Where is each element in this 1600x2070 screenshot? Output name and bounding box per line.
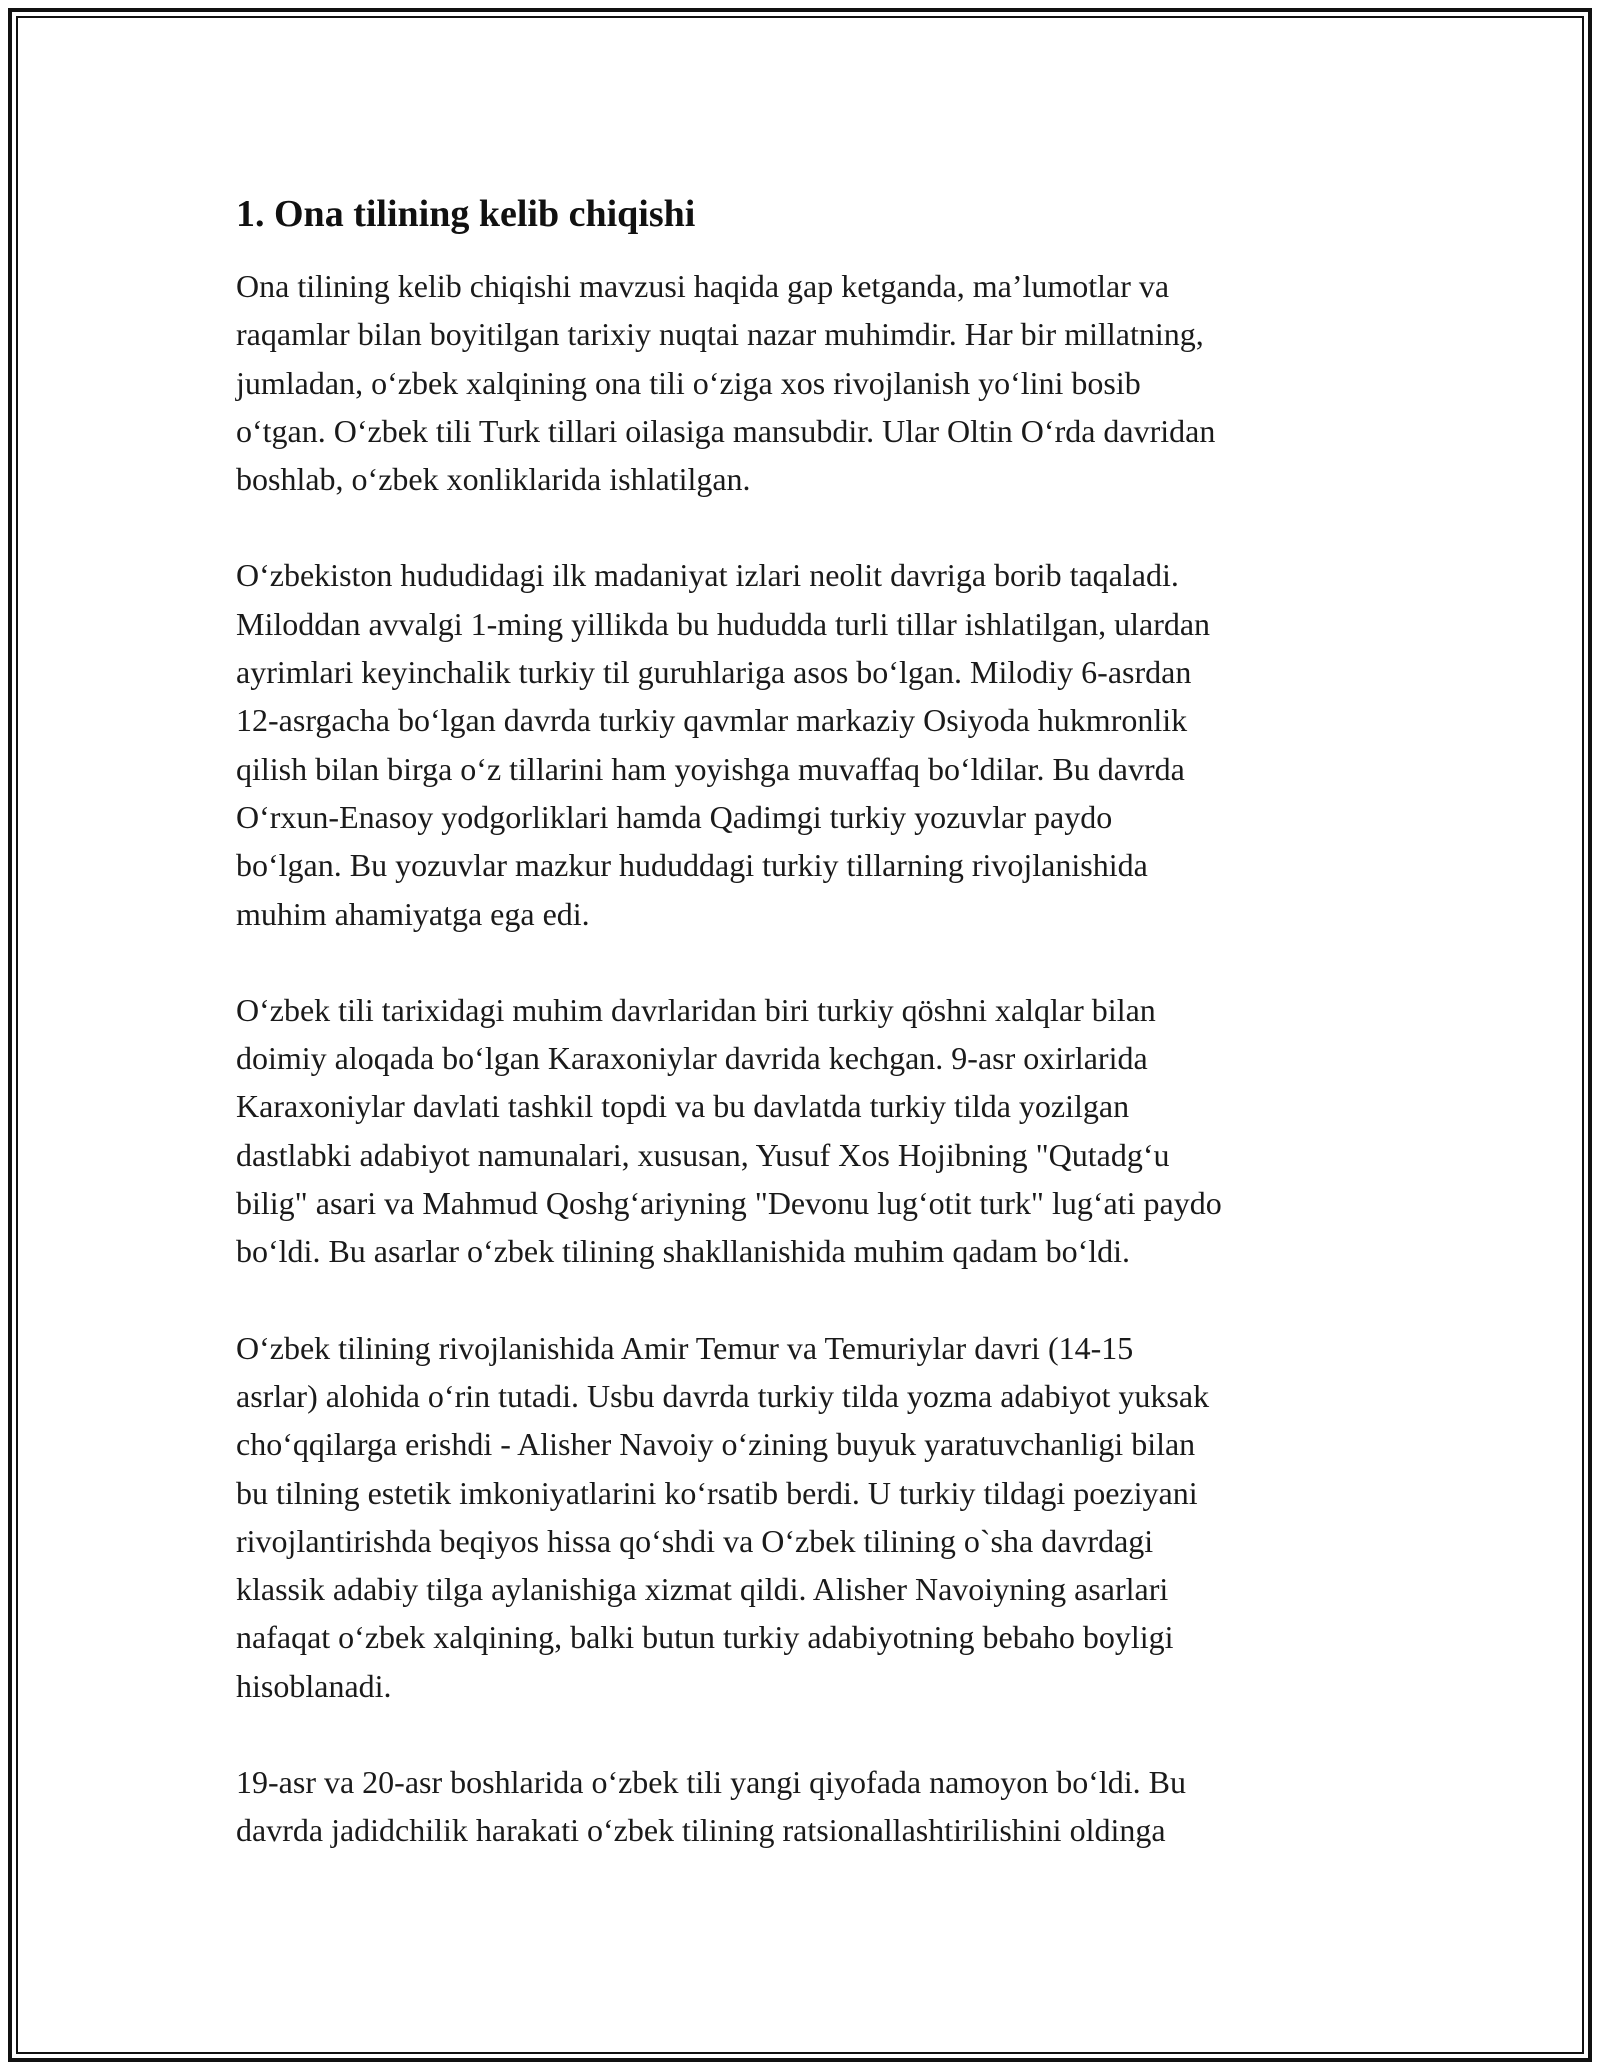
text-line: jumladan, o‘zbek xalqining ona tili o‘ziga xos rivojlanish yo‘lini bosib (236, 364, 1141, 401)
document-body (236, 186, 1376, 1903)
text-line: doimiy aloqada bo‘lgan Karaxoniylar davrida kechgan. 9-asr oxirlarida (236, 1040, 1148, 1077)
paragraph-5 (236, 1758, 1376, 1855)
text-line: 12-asrgacha bo‘lgan davrda turkiy qavmlar markaziy Osiyoda hukmronlik (236, 702, 1188, 739)
text-line: O‘zbek tilining rivojlanishida Amir Temur va Temuriylar davri (14-15 (236, 1329, 1134, 1366)
text-line: bu tilning estetik imkoniyatlarini ko‘rsatib berdi. U turkiy tildagi poeziyani (236, 1474, 1198, 1511)
text-line: 19-asr va 20-asr boshlarida o‘zbek tili yangi qiyofada namoyon bo‘ldi. Bu (236, 1764, 1186, 1801)
text-line: ayrimlari keyinchalik turkiy til guruhlariga asos bo‘lgan. Milodiy 6-asrdan (236, 654, 1192, 691)
text-line: nafaqat o‘zbek xalqining, balki butun turkiy adabiyotning bebaho boyligi (236, 1619, 1174, 1656)
text-line: O‘rxun-Enasoy yodgorliklari hamda Qadimgi turkiy yozuvlar paydo (236, 798, 1113, 835)
section-heading: 1. Ona tilining kelib chiqishi (236, 193, 696, 235)
text-line: bo‘lgan. Bu yozuvlar mazkur hududdagi turkiy tillarning rivojlanishida (236, 847, 1148, 884)
text-line: dastlabki adabiyot namunalari, xususan, Yusuf Xos Hojibning "Qutadg‘u (236, 1136, 1170, 1173)
text-line: o‘tgan. O‘zbek tili Turk tillari oilasiga mansubdir. Ular Oltin O‘rda davridan (236, 412, 1216, 449)
text-line: bilig" asari va Mahmud Qoshg‘ariyning "Devonu lug‘otit turk" lug‘ati paydo (236, 1185, 1222, 1222)
text-line: klassik adabiy tilga aylanishiga xizmat qildi. Alisher Navoiyning asarlari (236, 1571, 1169, 1608)
text-line: O‘zbekiston hududidagi ilk madaniyat izlari neolit davriga borib taqaladi. (236, 557, 1179, 594)
text-line: muhim ahamiyatga ega edi. (236, 895, 590, 932)
text-line: Karaxoniylar davlati tashkil topdi va bu davlatda turkiy tilda yozilgan (236, 1088, 1130, 1125)
text-line: asrlar) alohida o‘rin tutadi. Usbu davrda turkiy tilda yozma adabiyot yuksak (236, 1377, 1210, 1414)
text-line: qilish bilan birga o‘z tillarini ham yoyishga muvaffaq bo‘ldilar. Bu davrda (236, 750, 1185, 787)
paragraph-2 (236, 551, 1376, 937)
text-line: raqamlar bilan boyitilgan tarixiy nuqtai nazar muhimdir. Har bir millatning, (236, 316, 1204, 353)
text-line: Miloddan avvalgi 1-ming yillikda bu hududda turli tillar ishlatilgan, ulardan (236, 605, 1211, 642)
text-line: bo‘ldi. Bu asarlar o‘zbek tilining shakllanishida muhim qadam bo‘ldi. (236, 1233, 1131, 1270)
text-line: O‘zbek tili tarixidagi muhim davrlaridan biri turkiy qöshni xalqlar bilan (236, 991, 1156, 1028)
text-line: hisoblanadi. (236, 1667, 392, 1704)
text-line: boshlab, o‘zbek xonliklarida ishlatilgan. (236, 461, 751, 498)
text-line: cho‘qqilarga erishdi - Alisher Navoiy o‘zining buyuk yaratuvchanligi bilan (236, 1426, 1196, 1463)
text-line: Ona tilining kelib chiqishi mavzusi haqida gap ketganda, ma’lumotlar va (236, 268, 1170, 304)
paragraph-3 (236, 986, 1376, 1276)
text-line: rivojlantirishda beqiyos hissa qo‘shdi va O‘zbek tilining o`sha davrdagi (236, 1522, 1154, 1559)
text-line: davrda jadidchilik harakati o‘zbek tilining ratsionallashtirilishini oldinga (236, 1812, 1166, 1849)
paragraph-1 (236, 262, 1376, 503)
paragraph-4 (236, 1324, 1376, 1710)
